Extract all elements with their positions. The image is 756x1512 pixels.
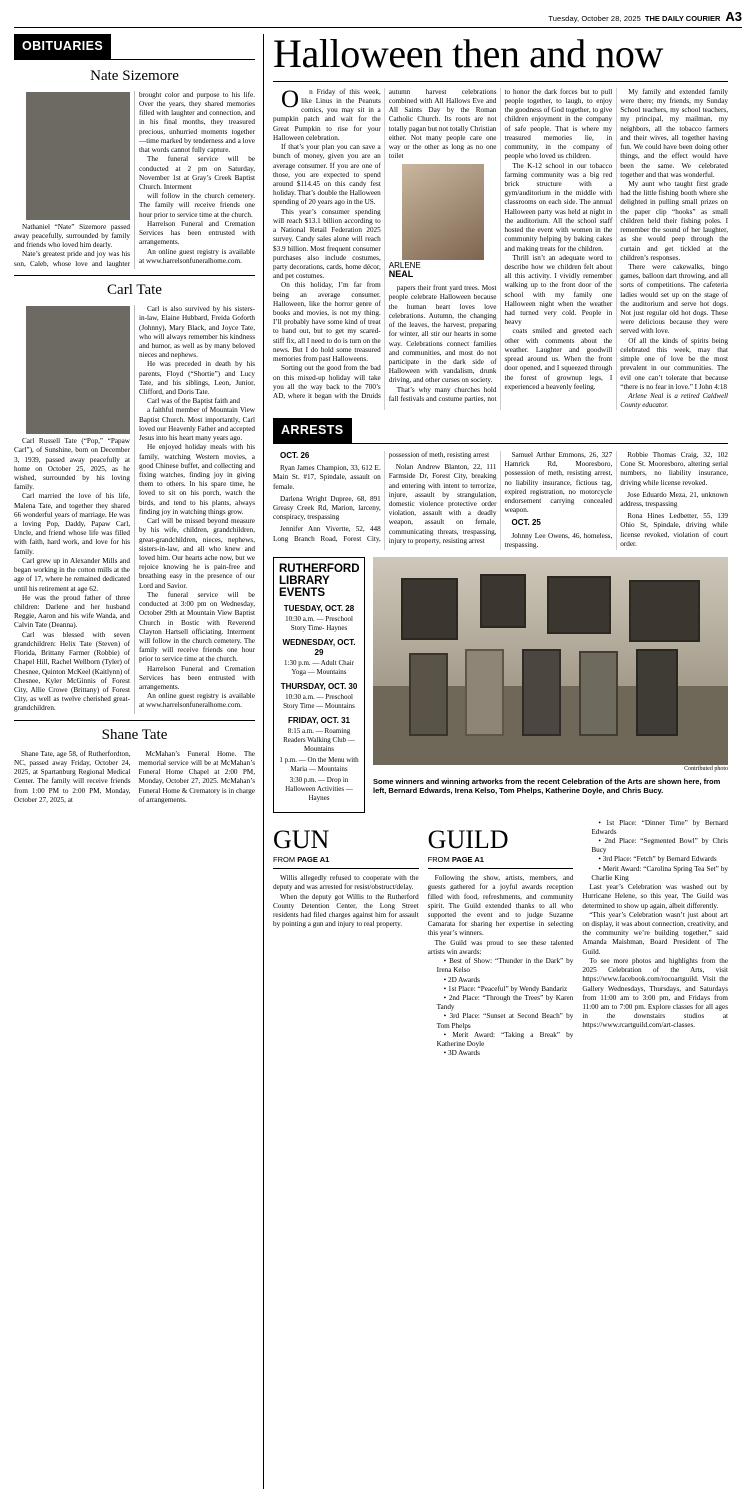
story-paragraph: Sorting out the good from the bad on this mixed-up holiday will take you all the way back to the 700’s AD, where it began with the Druids autumn harvest celebrations combined with All Hallows Eve and All Saints Day by the Roman Catholic Church. Its roots are not totally pagan but not totally Christian either. Not many people care one way or the other as long as no one toilet	[273, 87, 497, 400]
gun-jump-rule	[273, 868, 419, 869]
carl-tate-photo	[26, 306, 130, 434]
arrest-entry: Jose Eduardo Meza, 21, unknown address, trespassing	[620, 490, 728, 508]
library-event: 1:30 p.m. — Adult Chair Yoga — Mountains	[284, 658, 354, 676]
obituary-paragraph: He was preceded in death by his parents, Floyd (“Shortie”) and Lucy Tate, and his siblings, Leon, Junior, Clifford, and Doris Tate.	[139, 360, 255, 397]
library-events-title: RUTHERFORD LIBRARY EVENTS	[279, 563, 360, 600]
gun-jump	[273, 819, 419, 1059]
story-paragraph: On Friday of this week, like Linus in the Peanuts comics, you may sit in a pumpkin patch and wait for the Great Pumpkin to rise for your Halloween celebration.	[273, 85, 381, 142]
story-paragraph: That’s why many churches hold fall festivals and costume parties, not to honor the dark forces but to pull people together, to laugh, to enjoy the goodness of God together, to give children enjoyment in the company of safe people. That is where my treasured memories lie, in community, in the company of people who loved us children.	[388, 87, 613, 403]
obituary-paragraph: Nathaniel “Nate” Sizemore passed away peacefully, surrounded by family and friends who loved him dearly.	[14, 222, 130, 250]
story-paragraph: The K-12 school in our tobacco farming community was a big red brick structure with a gym/auditorium in the middle with classrooms on each side. The annual Halloween party was held at night in the auditorium. All the school staff hosted the event with women in the community helping by baking cakes and making treats for the children.	[504, 161, 613, 253]
obituary-paragraph: Carl will be missed beyond measure by his wife, children, grandchildren, great-grandchildren, nieces, nephews, sisters-in-law, and all who knew and loved him. Our hearts ache now, but we rejoice knowing he is pain-free and breathing easy in the presence of our Lord and Savior.	[139, 517, 255, 590]
masthead	[14, 10, 742, 27]
gun-jump-from	[273, 855, 419, 865]
photo-credit: Contributed photo	[684, 766, 728, 773]
obituary-divider	[14, 275, 255, 276]
celebration-of-arts-photo	[373, 557, 728, 765]
guild-jump-from	[428, 855, 574, 865]
jump-paragraph: Last year’s Celebration was washed out by Hurricane Helene, so this year, The Guild was determined to show up again, albeit differently.	[582, 883, 729, 910]
arrests-flag-wrap	[273, 418, 728, 444]
columnist-tagline: Arlene Neal is a retired Caldwell County educator.	[620, 392, 728, 409]
jump-paragraph: “This year’s Celebration wasn’t just about art on display, it was about connection, creativity, and the community we’re building together,” said Amanda Maishman, Board President of The Guild.	[582, 910, 729, 956]
arrest-entry: Samuel Arthur Emmons, 26, 327 Hamrick Rd, Mooresboro, possession of meth, resisting arrest, no liability insurance, fictious tag, expired registration, no motorcycle endorsement carrying concealed weapon.	[504, 450, 613, 515]
library-event: 1 p.m. — On the Menu with Maria — Mountains	[279, 755, 359, 773]
page-title: Halloween then and now	[273, 30, 663, 76]
award-item: • 1st Place: “Peaceful” by Wendy Bandariz	[443, 984, 568, 993]
guild-jump-col2	[582, 819, 728, 1059]
page-grid	[14, 30, 742, 1489]
photo-caption: Some winners and winning artworks from the recent Celebration of the Arts are shown here, from left, Bernard Edwards, Irena Kelso, Tom Phelps, Katherine Doyle, and Chris Bucy.	[373, 776, 721, 796]
guild-jump-col1	[428, 819, 574, 1059]
columnist-last-name: NEAL	[388, 269, 414, 280]
jump-paragraph: To see more photos and highlights from the 2025 Celebration of the Arts, visit https://www.facebook.com/rocoartguild. Visit the Gallery Wednesdays, Thursdays, and Saturdays from 11:00 am to 3:00 pm, and Fridays from 11:00 am to 7:00 pm. Explore classes for all ages in the downstairs studios at https://www.rcartguild.com/art-classes.	[582, 956, 729, 1030]
award-item: • 2D Awards	[443, 975, 480, 984]
obituary-paragraph: Harrelson Funeral and Cremation Services has been entrusted with arrangements.	[139, 219, 255, 247]
gun-jump-head: GUN	[273, 824, 330, 854]
obituary-paragraph: Carl Russell Tate (“Pop,” “Papaw Carl”), of Sunshine, born on December 3, 1939, passed away peacefully at home on October 25, 2025, as he wished, surrounded by his loving family.	[14, 437, 130, 492]
columnist-first-name: ARLENE	[388, 260, 421, 270]
arrest-dateline: OCT. 26	[280, 450, 310, 460]
award-item: • 3rd Place: “Fetch” by Bernard Edwards	[598, 855, 717, 864]
masthead-rule	[14, 27, 742, 28]
story-paragraph: My aunt who taught first grade had the little fishing booth where she delighted in pulling small prizes on the paper clip “hooks” as small children held their fishing poles. I remember the sound of her laughter, as she would peep through the curtain and get tickled at the children’s responses.	[620, 179, 728, 262]
library-day: THURSDAY, OCT. 30	[280, 681, 358, 691]
obituary-paragraph: Carl was of the Baptist faith and	[147, 397, 241, 406]
obituary-paragraph: The funeral service will be conducted at 3:00 pm on Wednesday, October 29th at Mountain View Baptist Church in Bostic with Reverend Clayton Hartsell officiating. Interment will follow in the church cemetery. The family will receive friends one hour prior to service time at the church.	[139, 590, 255, 664]
story-paragraph: Of all the kinds of spirits being celebrated this week, may that simple one of love be the most prevalent in our communities. The evil one can’t tolerate that because “there is no fear in love.” I John 4:18	[620, 336, 728, 391]
obituary-divider	[14, 720, 255, 721]
award-item: • Best of Show: “Thunder in the Dark” by Irena Kelso	[436, 957, 574, 975]
obituaries-flag-wrap	[14, 34, 255, 60]
story-paragraph: This year’s consumer spending will reach $13.1 billion according to a National Retail Federation 2025 survey. Candy sales alone will reach $3.9 billion. Most frequent consumer purchases also include costumes, party decorations, cards, home décor, and pet costumes.	[273, 207, 381, 281]
masthead-paper-name: THE DAILY COURIER	[644, 14, 721, 23]
arrest-entry: Jennifer Ann Vivertte, 52, 448 Long Branch Road, Forest City, possession of meth, resisting arrest	[273, 450, 490, 543]
obituary-paragraph: An online guest registry is available at www.harrelsonfuneralhome.com.	[139, 247, 255, 265]
story-paragraph: papers their front yard trees. Most people celebrate Halloween because the human heart loves love celebrations. Autumn, the changing of the leaves, the harvest, preparing for winter, all stir our hearts in some way. Celebrations connect families and communities, and most do not participate in the dark side of Halloween with vandalism, drunk driving, and other curses on society.	[388, 284, 497, 385]
library-event: 3:30 p.m. — Drop in Halloween Activities — Haynes	[285, 775, 353, 802]
jump-paragraph: Willis allegedly refused to cooperate with the deputy and was arrested for resist/obstruct/delay.	[273, 874, 419, 892]
arrest-dateline: OCT. 25	[511, 518, 541, 528]
arrest-entry: Ryan James Champion, 33, 612 E. Main St. #17, Spindale, assault on female.	[273, 464, 381, 491]
arrest-entry: Darlena Wright Dupree, 68, 891 Greasy Creek Rd, Marion, larceny, conspiracy, trespassing	[273, 494, 381, 522]
library-day: TUESDAY, OCT. 28	[283, 604, 355, 614]
jump-paragraph: The Guild was proud to see these talented artists win awards:	[427, 938, 574, 956]
obituary-paragraph: will follow in the church cemetery. The family will receive friends one hour prior to service time at the church.	[139, 192, 255, 219]
story-paragraph: My family and extended family were there; my friends, my Sunday School teachers, my school teachers, my principal, my mailman, my neighbors, all the tobacco farmers and their wives, all together having fun. We could have been doing other things, and the effect would have been the same. We celebrated together and that was wonderful.	[620, 87, 728, 179]
story-paragraph: If that’s your plan you can save a bunch of money, given you are an average consumer. If you are one of those, you are expected to spend around $114.45 on this candy fest holiday. That’s double the Halloween spending of 20 years ago in the US.	[273, 143, 381, 207]
obituary-shane-tate	[14, 726, 255, 806]
arrest-entry: Nolan Andrew Blanton, 22, 111 Farmside Dr, Forest City, breaking and entering with intent to terrorize, injure, assault by strangulation, domestic violence protective order violation, assault with a deadly weapon, assault on female, communicating threats, trespassing, injury to property, resisting arrest	[388, 463, 497, 545]
obituary-carl-tate	[14, 281, 255, 714]
obituary-name: Carl Tate	[107, 281, 162, 298]
arrest-entry: Rona Hines Ledbetter, 55, 139 Ohio St, Spindale, driving while license revoked, violation of court order.	[620, 512, 728, 548]
award-item: • 3rd Place: “Sunset at Second Beach” by Tom Phelps	[436, 1012, 574, 1030]
obituary-paragraph: a faithful member of Mountain View Baptist Church. Most importantly, Carl loved our Heavenly Father and accepted Jesus into his heart many years ago.	[139, 406, 255, 443]
obituary-paragraph: Carl grew up in Alexander Mills and began working in the cotton mills at the age of 17, where he remained dedicated until his retirement at age 62.	[14, 556, 130, 593]
arrests-list	[273, 451, 728, 550]
library-and-photo	[273, 557, 728, 812]
obituary-paragraph: Shane Tate, age 58, of Rutherfordton, NC, passed away Friday, October 24, 2025, at Spartanburg Regional Medical Center. The family will receive friends from 1:00 PM to 2:00 PM, Monday, October 27, 2025, at	[14, 749, 131, 804]
obituary-paragraph: Carl is also survived by his sisters-in-law, Elaine Hubbard, Freida Goforth (Johnny), Mary Black, and Joyce Tate, who will always remember his kindness and humor, as well as by many beloved nieces and nephews.	[139, 305, 255, 360]
jump-from-label: FROM	[273, 854, 296, 864]
obituary-paragraph: Carl was blessed with seven grandchildren: Helix Tate (Steven) of Florida, Brittany Farmer (Robbie) of Chapel Hill, Rachel Wellborn (Tyler) of Chesnee, Quinton McKeel (Kaitlynn) of Chesnee, Kyler McGinnis of Forest City, Allie Crowe (Brittany) of Forest City, as well as twelve cherished great-grandchildren.	[14, 630, 130, 713]
jump-from-page[interactable]: PAGE A1	[297, 854, 330, 864]
story-paragraph: On this holiday, I’m far from being an average consumer. Halloween, like the horror genre of books and movies, is not my thing. I’ll probably have some kind of treat to hand out, but to get my scared-stiff fix, all I need to do is turn on the news. But I do hold some treasured memories from past Halloweens.	[273, 281, 381, 364]
section-flag-arrests: ARRESTS	[273, 418, 352, 443]
obituaries-column	[14, 34, 264, 1489]
library-event: 10:30 a.m. — Preschool Story Time- Haynes	[285, 615, 353, 633]
jump-paragraph: When the deputy got Willis to the Rutherford County Detention Center, the Long Street residents had filed charges against him for assault by pointing a gun and injury to real property.	[273, 892, 419, 929]
arrest-entry: Robbie Thomas Craig, 32, 102 Cone St. Mooresboro, altering serial numbers, no liability insurance, driving while license revoked.	[620, 450, 728, 487]
obituary-paragraph: Nate’s greatest pride and joy was his son, Caleb, whose love and laughter brought color and purpose to his life. Over the years, they shared memories filled with laughter and connection, and in his final months, they treasured precious, unhurried moments together—time marked by tenderness and a love that words cannot fully capture.	[14, 90, 255, 268]
award-item: • Merit Award: “Taking a Break” by Katherine Doyle	[436, 1030, 574, 1049]
library-event: 8:15 a.m. — Roaming Readers Walking Club — Mountains	[283, 726, 355, 753]
obituary-paragraph: He enjoyed holiday meals with his family, watching Western movies, a good Chinese buffet, and collecting and fixing watches, finding joy in giving them to others. In his spare time, he loved to sit on his porch, watch the birds, and tend to his plants, always finding joy in watching things grow.	[139, 443, 255, 516]
nate-sizemore-photo	[26, 92, 130, 220]
jump-paragraph: Following the show, artists, members, and guests gathered for a joyful awards reception filled with food, refreshments, and community spirit. The Guild extended thanks to all who supported the event and to judge Suzanne Camarata for sharing her expertise in selecting this year’s winners.	[427, 874, 574, 938]
headline-rule	[273, 81, 728, 82]
award-item: • Merit Award: “Carolina Spring Tea Set” by Charlie King	[591, 864, 729, 882]
jump-from-page[interactable]: PAGE A1	[451, 854, 484, 864]
main-column	[264, 30, 729, 1489]
jump-from-label: FROM	[427, 854, 450, 864]
obituary-paragraph: The funeral service will be conducted at 2 pm on Saturday, November 1st at Gray’s Creek Baptist Church. Interment	[139, 155, 255, 191]
obituary-name: Shane Tate	[101, 726, 168, 743]
library-day: WEDNESDAY, OCT. 29	[282, 638, 356, 657]
award-item: • 2nd Place: “Segmented Bowl” by Chris Bucy	[591, 837, 729, 855]
masthead-page-number: A3	[725, 9, 742, 24]
arlene-neal-photo	[402, 164, 484, 260]
library-event: 10:30 a.m. — Preschool Story Time — Mountains	[283, 692, 355, 710]
obituary-nate-sizemore	[14, 67, 255, 269]
masthead-date: Tuesday, October 28, 2025	[548, 14, 641, 23]
obituary-paragraph: McMahan’s Funeral Home. The memorial service will be at McMahan’s Funeral Home Chapel at 2:00 PM, Monday, October 27, 2025. McMahan’s Funeral Home & Crematory is in charge of arrangements.	[138, 749, 255, 804]
obituary-paragraph: He was the proud father of three children: Darlene and her husband Reggie, Aaron and his wife Wanda, and Calvin Tate (Deanna).	[14, 593, 130, 630]
library-day: FRIDAY, OCT. 31	[288, 715, 350, 725]
award-item: • 1st Place: “Dinner Time” by Bernard Edwards	[591, 818, 729, 836]
obituary-name: Nate Sizemore	[90, 67, 179, 84]
obituary-paragraph: An online guest registry is available at www.harrelsonfuneralhome.com.	[139, 692, 255, 710]
award-item: • 2nd Place: “Through the Trees” by Karen Tandy	[436, 994, 574, 1012]
arrest-entry: Johnny Lee Owens, 46, homeless, trespassing.	[504, 531, 613, 549]
celebration-of-arts-photo-block	[373, 557, 728, 812]
feature-story	[273, 85, 728, 410]
story-paragraph: Thrill isn’t an adequate word to describe how we children felt about all this activity. I vividly remember walking up to the front door of the school with my family one Halloween night when the weather had turned very cold. People in heavy	[504, 253, 613, 327]
guild-jump-head: GUILD	[427, 824, 509, 854]
award-item: • 3D Awards	[443, 1049, 480, 1058]
obituary-paragraph: Harrelson Funeral and Cremation Services has been entrusted with arrangements.	[139, 664, 255, 692]
library-events-box	[273, 557, 365, 812]
obituary-paragraph: Carl married the love of his life, Malena Tate, and together they shared 66 wonderful years of marriage. He was a loving Pop, Daddy, Papaw Carl, Uncle, and friend whose life was filled with faith, hard work, and love for his family.	[14, 492, 130, 556]
section-flag-obituaries: OBITUARIES	[14, 34, 111, 59]
columnist-byline	[389, 262, 497, 281]
guild-jump-rule	[428, 868, 574, 869]
story-paragraph: There were cakewalks, bingo games, balloon dart throwing, and all sorts of competitions. The cafeteria ladies would set up on the stage of the auditorium and serve hot dogs. Not just regular old hot dogs. These were delicious because they were served with love.	[620, 262, 728, 336]
jump-stories	[273, 819, 728, 1059]
story-paragraph: coats smiled and greeted each other with comments about the weather. Laughter and goodwill spread around us. When the front door opened, and I squeezed through the forest of grownup legs, I experienced a heavenly feeling.	[504, 327, 613, 391]
